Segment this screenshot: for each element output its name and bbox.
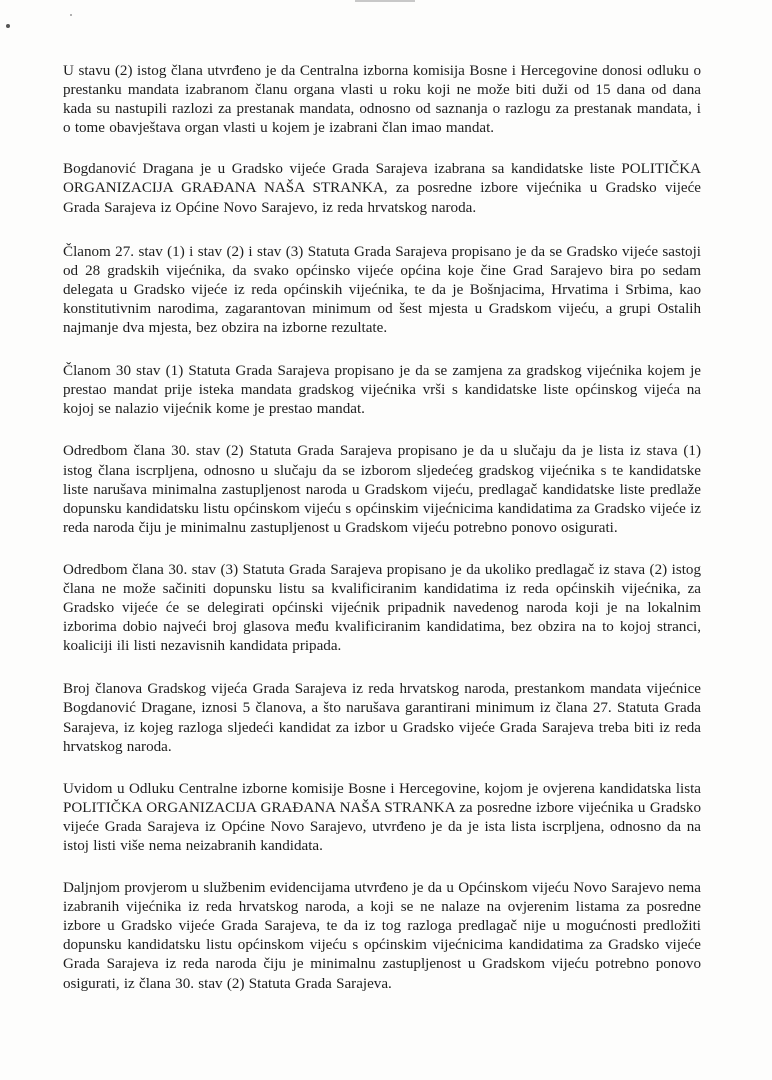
paragraph-further-verification: Daljnjom provjerom u službenim evidencijama utvrđeno je da u Općinskom vijeću Novo Sarajevo nema izabranih vijećnika iz reda hrvatskog naroda, a koji se ne nalaze na ovjerenim listama za posredne izbore u Gradsko vijeće Grada Sarajeva, te da iz tog razloga predlagač nije u mogućnosti predložiti dopunsku kandidatsku listu općinskom vijeću s općinskim vijećnicima kandidatima za Gradsko vijeće Grada Sarajeva iz reda naroda čiju je minimalnu zastupljenost u Gradskom vijeću potrebno ponovo osigurati, iz člana 30. stav (2) Statuta Grada Sarajeva. <box>63 880 701 992</box>
paragraph-clan-30-stav-2: Odredbom člana 30. stav (2) Statuta Grada Sarajeva propisano je da u slučaju da je lista iz stava (1) istog člana iscrpljena, odnosno u slučaju da se izborom sljedećeg gradskog vijećnika s te kandidatske liste narušava minimalna zastupljenost naroda u Gradskom vijeću, predlagač kandidatske liste predlaže dopunsku kandidatsku listu općinskom vijeću s općinskim vijećnicima kandidatima za Gradsko vijeće iz reda naroda čiju je minimalnu zastupljenost u Gradskom vijeću potrebno ponovo osigurati. <box>63 443 701 536</box>
paragraph-clan-30-stav-1: Članom 30 stav (1) Statuta Grada Sarajeva propisano je da se zamjena za gradskog vijećnika kojem je prestao mandat prije isteka mandata gradskog vijećnika vrši s kandidatske liste općinskog vijeća na kojoj se nalazio vijećnik kome je prestao mandat. <box>63 363 701 418</box>
scan-dot-mark <box>6 24 10 28</box>
document-body <box>63 62 701 1016</box>
paragraph-list-exhausted: Uvidom u Odluku Centralne izborne komisije Bosne i Hercegovine, kojom je ovjerena kandidatska lista POLITIČKA ORGANIZACIJA GRAĐANA NAŠA STRANKA za posredne izbore vijećnika u Gradsko vijeće Grada Sarajeva iz Općine Novo Sarajevo, utvrđeno je da je ista lista iscrpljena, odnosno da na istoj listi više nema neizabranih kandidata. <box>63 780 701 854</box>
paragraph-clan-30-stav-3: Odredbom člana 30. stav (3) Statuta Grada Sarajeva propisano je da ukoliko predlagač iz stava (2) istog člana ne može sačiniti dopunsku listu sa kvalificiranim kandidatima iz reda općinskih vijećnika, za Gradsko vijeće će se delegirati općinski vijećnik pripadnik navedenog naroda koji je na lokalnim izborima dobio najveći broj glasova među kvalificiranim kandidatima, bez obzira na to kojoj stranci, koaliciji ili listi nezavisnih kandidata pripada. <box>63 561 701 655</box>
scan-speck-mark <box>70 14 72 16</box>
paragraph-clan-27: Članom 27. stav (1) i stav (2) i stav (3) Statuta Grada Sarajeva propisano je da se Gradsko vijeće sastoji od 28 gradskih vijećnika, da svako općinsko vijeće općina koje čine Grad Sarajevo bira po sedam delegata u Gradsko vijeće iz reda općinskih vijećnika, te da je Bošnjacima, Hrvatima i Srbima, kao konstitutivnim narodima, zagarantovan minimum od šest mjesta u Gradskom vijeću, a grupi Ostalih najmanje dva mjesta, bez obzira na izborne rezultate. <box>63 243 701 337</box>
paragraph-croat-members-count: Broj članova Gradskog vijeća Grada Sarajeva iz reda hrvatskog naroda, prestankom mandata vijećnice Bogdanović Dragane, iznosi 5 članova, a što narušava garantirani minimum iz člana 27. Statuta Grada Sarajeva, iz kojeg razloga sljedeći kandidat za izbor u Gradsko vijeće Grada Sarajeva treba biti iz reda hrvatskog naroda. <box>63 681 701 755</box>
paragraph-bogdanovic-election: Bogdanović Dragana je u Gradsko vijeće Grada Sarajeva izabrana sa kandidatske liste POLITIČKA ORGANIZACIJA GRAĐANA NAŠA STRANKA, za posredne izbore vijećnika u Gradsko vijeće Grada Sarajeva iz Općine Novo Sarajevo, iz reda hrvatskog naroda. <box>63 161 701 216</box>
paragraph-stav-2-cik: U stavu (2) istog člana utvrđeno je da Centralna izborna komisija Bosne i Hercegovine donosi odluku o prestanku mandata izabranom članu organa vlasti u roku koji ne može biti duži od 15 dana od dana kada su nastupili razlozi za prestanak mandata, odnosno od saznanja o razlogu za prestanak mandata, i o tome obavještava organ vlasti u kojem je izabrani član imao mandat. <box>63 63 701 137</box>
scan-edge-smudge <box>355 0 415 2</box>
